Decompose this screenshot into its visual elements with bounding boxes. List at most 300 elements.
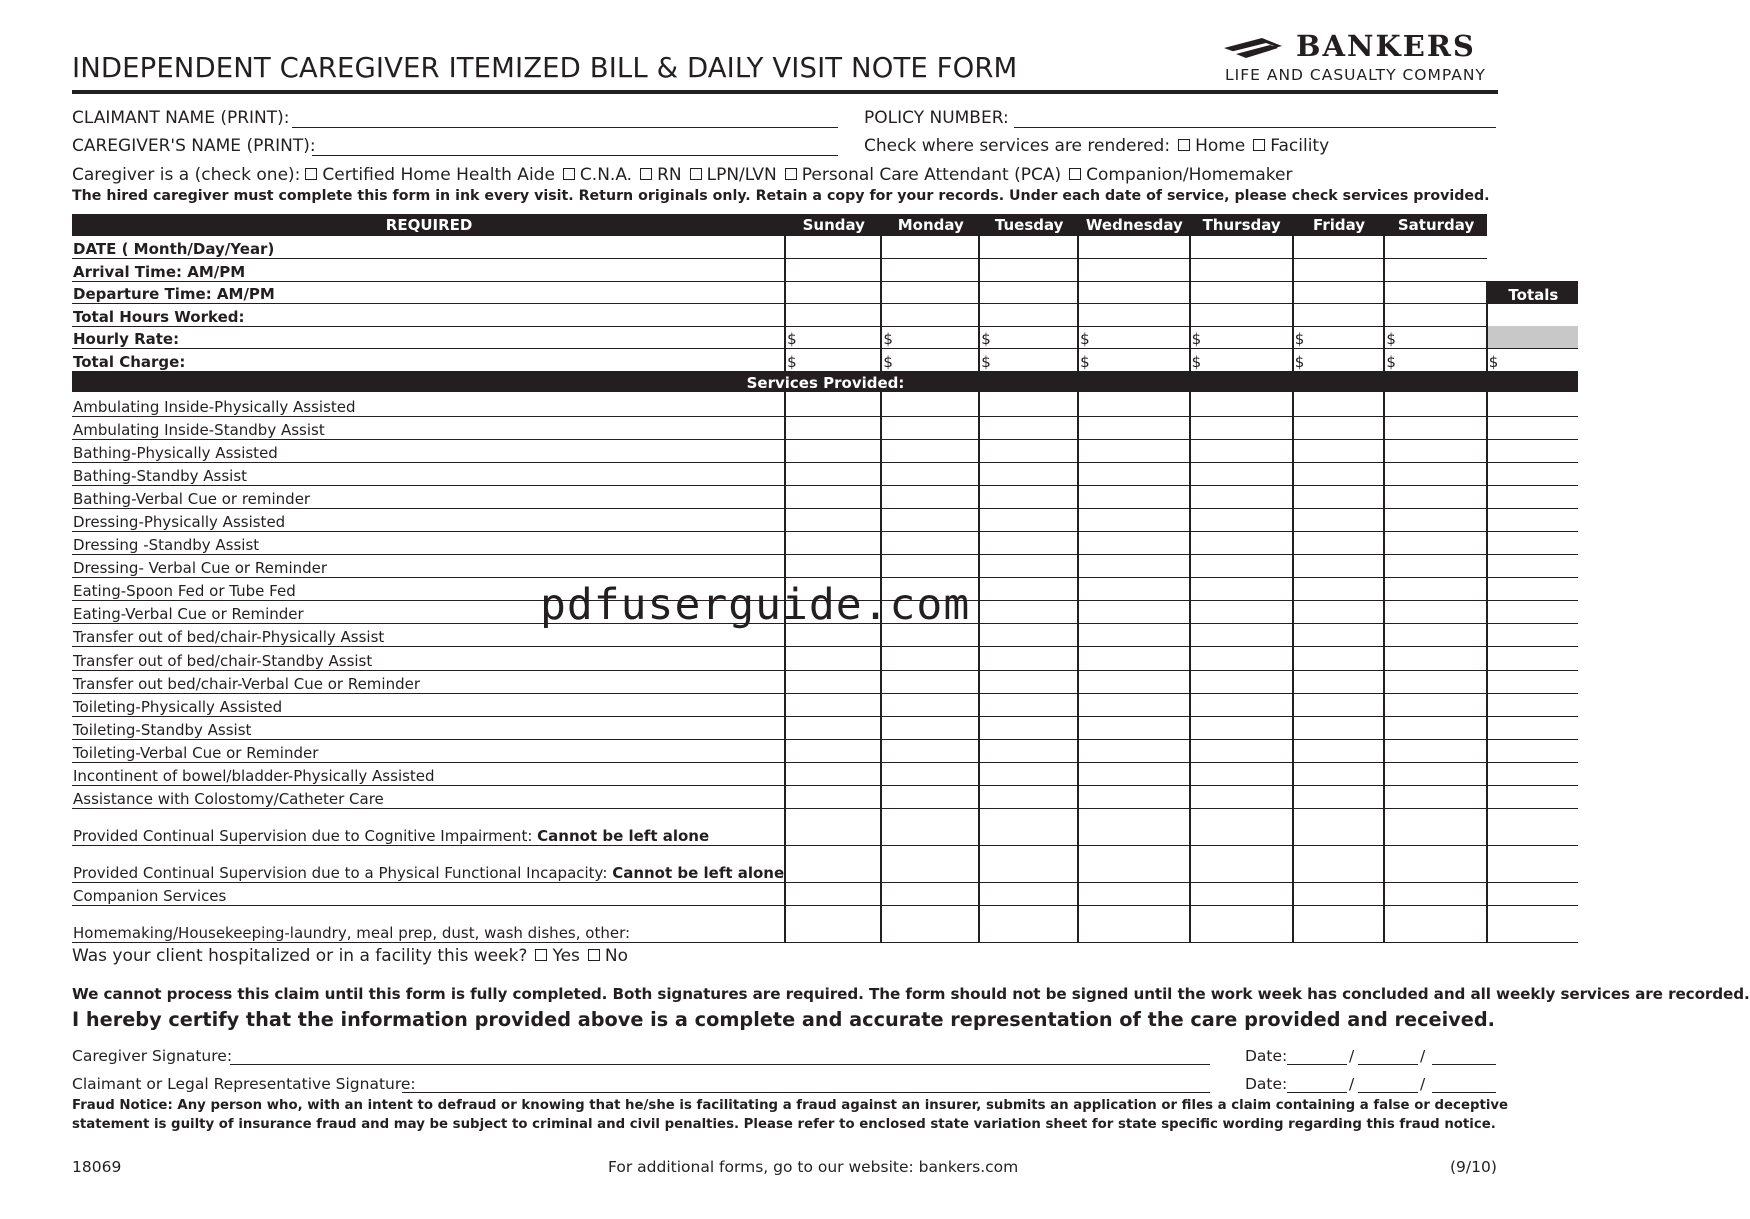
service-check-cell[interactable] (1190, 906, 1293, 943)
service-check-cell[interactable] (1487, 416, 1578, 439)
day-entry-cell[interactable] (1190, 281, 1293, 304)
header-rule (72, 90, 1498, 94)
companion-label: Companion/Homemaker (1086, 165, 1293, 185)
cna-checkbox[interactable] (563, 168, 575, 180)
service-check-cell[interactable] (1293, 762, 1385, 785)
supervision-physical-label: Provided Continual Supervision due to a Physical Functional Incapacity: (73, 864, 608, 883)
service-check-cell[interactable] (785, 762, 881, 785)
pca-checkbox[interactable] (785, 168, 797, 180)
service-check-cell[interactable] (1293, 846, 1385, 883)
service-check-cell[interactable] (979, 906, 1078, 943)
day-entry-cell[interactable] (1078, 281, 1189, 304)
service-check-cell[interactable] (881, 462, 979, 485)
day-entry-cell[interactable]: $ (785, 349, 881, 372)
home-checkbox[interactable] (1178, 139, 1190, 151)
service-check-cell[interactable] (785, 906, 881, 943)
service-row (72, 846, 1578, 883)
service-check-cell[interactable] (881, 809, 979, 846)
service-row (72, 739, 1578, 762)
totals-rate-shaded (1487, 326, 1578, 349)
service-check-cell[interactable] (1293, 601, 1385, 624)
day-entry-cell[interactable]: $ (1078, 349, 1189, 372)
service-check-cell[interactable] (1190, 624, 1293, 647)
service-check-cell[interactable] (1384, 485, 1486, 508)
service-check-cell[interactable] (1293, 670, 1385, 693)
claimant-name-field[interactable] (292, 127, 838, 128)
service-check-cell[interactable] (785, 846, 881, 883)
day-entry-cell[interactable] (1190, 259, 1293, 282)
service-check-cell[interactable] (1078, 485, 1189, 508)
caregiver-name-label: CAREGIVER'S NAME (PRINT): (72, 136, 316, 156)
day-entry-cell[interactable] (1384, 281, 1486, 304)
caregiver-date-day[interactable] (1358, 1064, 1418, 1065)
service-check-cell[interactable] (1078, 846, 1189, 883)
service-check-cell[interactable] (1384, 786, 1486, 809)
service-check-cell[interactable] (785, 809, 881, 846)
service-check-cell[interactable] (1190, 392, 1293, 416)
cannot-be-left-alone: Cannot be left alone (537, 827, 710, 846)
services-rendered-group (864, 136, 1329, 156)
watermark: pdfuserguide.com (540, 580, 971, 630)
service-check-cell[interactable] (979, 531, 1078, 554)
required-row (72, 304, 1578, 327)
service-check-cell[interactable] (1078, 762, 1189, 785)
service-check-cell[interactable] (979, 739, 1078, 762)
required-row-label: Total Charge: (72, 349, 785, 372)
service-check-cell[interactable] (1078, 786, 1189, 809)
required-row-label: Total Hours Worked: (72, 304, 785, 327)
service-check-cell[interactable] (881, 555, 979, 578)
service-check-cell[interactable] (881, 716, 979, 739)
service-check-cell[interactable] (1190, 439, 1293, 462)
hha-checkbox[interactable] (305, 168, 317, 180)
hospitalized-label: Was your client hospitalized or in a facility this week? (72, 946, 528, 966)
day-entry-cell[interactable]: $ (881, 326, 979, 349)
day-header-saturday: Saturday (1384, 214, 1486, 236)
day-entry-cell[interactable] (979, 236, 1078, 259)
itemized-bill-table (72, 214, 1578, 943)
service-check-cell[interactable] (1384, 846, 1486, 883)
service-check-cell[interactable] (1384, 624, 1486, 647)
service-check-cell[interactable] (1487, 670, 1578, 693)
service-check-cell[interactable] (1384, 555, 1486, 578)
service-check-cell[interactable] (979, 693, 1078, 716)
day-entry-cell[interactable] (1384, 259, 1486, 282)
day-entry-cell[interactable] (881, 236, 979, 259)
service-check-cell[interactable] (1190, 846, 1293, 883)
facility-label: Facility (1270, 136, 1330, 156)
service-check-cell[interactable] (1190, 485, 1293, 508)
day-entry-cell[interactable]: $ (1293, 326, 1385, 349)
service-check-cell[interactable] (979, 883, 1078, 906)
day-entry-cell[interactable] (881, 281, 979, 304)
cna-label: C.N.A. (579, 165, 633, 185)
service-check-cell[interactable] (979, 392, 1078, 416)
claimant-name-label: CLAIMANT NAME (PRINT): (72, 108, 290, 128)
service-check-cell[interactable] (1384, 809, 1486, 846)
service-check-cell[interactable] (1078, 647, 1189, 670)
service-label: Dressing- Verbal Cue or Reminder (72, 555, 785, 578)
service-check-cell[interactable] (979, 716, 1078, 739)
service-check-cell[interactable] (979, 462, 1078, 485)
service-check-cell[interactable] (979, 647, 1078, 670)
service-check-cell[interactable] (1487, 601, 1578, 624)
service-check-cell[interactable] (1293, 555, 1385, 578)
service-row (72, 416, 1578, 439)
required-row-label: DATE ( Month/Day/Year) (72, 236, 785, 259)
day-entry-cell[interactable] (1078, 236, 1189, 259)
service-check-cell[interactable] (881, 647, 979, 670)
service-check-cell[interactable] (1487, 485, 1578, 508)
service-check-cell[interactable] (979, 670, 1078, 693)
day-entry-cell[interactable]: $ (1293, 349, 1385, 372)
service-check-cell[interactable] (1293, 906, 1385, 943)
service-check-cell[interactable] (1384, 647, 1486, 670)
service-row (72, 670, 1578, 693)
service-check-cell[interactable] (1190, 762, 1293, 785)
service-check-cell[interactable] (1487, 739, 1578, 762)
service-check-cell[interactable] (1487, 392, 1578, 416)
day-entry-cell[interactable]: $ (881, 349, 979, 372)
service-check-cell[interactable] (881, 416, 979, 439)
day-entry-cell[interactable] (881, 304, 979, 327)
service-label: Bathing-Standby Assist (72, 462, 785, 485)
day-entry-cell[interactable]: $ (1384, 326, 1486, 349)
service-check-cell[interactable] (785, 508, 881, 531)
service-row (72, 786, 1578, 809)
service-check-cell[interactable] (785, 555, 881, 578)
required-row (72, 281, 1578, 304)
service-check-cell[interactable] (881, 786, 979, 809)
service-check-cell[interactable] (881, 392, 979, 416)
service-check-cell[interactable] (1293, 647, 1385, 670)
service-check-cell[interactable] (1293, 716, 1385, 739)
day-entry-cell[interactable]: $ (785, 326, 881, 349)
facility-checkbox[interactable] (1253, 139, 1265, 151)
service-check-cell[interactable] (979, 555, 1078, 578)
service-check-cell[interactable] (1190, 601, 1293, 624)
service-check-cell[interactable] (1190, 786, 1293, 809)
service-check-cell[interactable] (1190, 462, 1293, 485)
service-check-cell[interactable] (979, 846, 1078, 883)
service-check-cell[interactable] (1078, 392, 1189, 416)
service-check-cell[interactable] (1190, 716, 1293, 739)
claimant-date-day[interactable] (1358, 1092, 1418, 1093)
caregiver-name-field[interactable] (312, 155, 838, 156)
totals-blank (1487, 259, 1578, 282)
form-number: 18069 (72, 1158, 122, 1176)
service-label: Transfer out of bed/chair-Standby Assist (72, 647, 785, 670)
service-row (72, 392, 1578, 416)
day-entry-cell[interactable] (1293, 281, 1385, 304)
day-entry-cell[interactable]: $ (979, 326, 1078, 349)
service-check-cell[interactable] (1078, 555, 1189, 578)
service-check-cell[interactable] (785, 670, 881, 693)
cannot-be-left-alone: Cannot be left alone (612, 864, 785, 883)
service-check-cell[interactable] (1078, 906, 1189, 943)
service-check-cell[interactable] (1384, 601, 1486, 624)
service-check-cell[interactable] (1293, 578, 1385, 601)
service-label: Transfer out of bed/chair-Physically Assist (72, 624, 785, 647)
service-check-cell[interactable] (1078, 439, 1189, 462)
service-check-cell[interactable] (1078, 883, 1189, 906)
service-check-cell[interactable] (1190, 670, 1293, 693)
service-check-cell[interactable] (1190, 739, 1293, 762)
service-check-cell[interactable] (1190, 416, 1293, 439)
service-check-cell[interactable] (1487, 786, 1578, 809)
day-entry-cell[interactable] (1078, 259, 1189, 282)
day-entry-cell[interactable] (1190, 304, 1293, 327)
service-check-cell[interactable] (1487, 846, 1578, 883)
service-check-cell[interactable] (1487, 762, 1578, 785)
service-check-cell[interactable] (785, 416, 881, 439)
service-check-cell[interactable] (1384, 462, 1486, 485)
service-check-cell[interactable] (1487, 883, 1578, 906)
day-entry-cell[interactable] (1293, 236, 1385, 259)
service-check-cell[interactable] (1190, 555, 1293, 578)
service-label: Eating-Spoon Fed or Tube Fed (72, 578, 785, 601)
day-entry-cell[interactable]: $ (1190, 326, 1293, 349)
day-entry-cell[interactable] (979, 304, 1078, 327)
service-check-cell[interactable] (785, 462, 881, 485)
service-check-cell[interactable] (1384, 693, 1486, 716)
service-check-cell[interactable] (1078, 531, 1189, 554)
service-check-cell[interactable] (979, 762, 1078, 785)
day-entry-cell[interactable] (881, 259, 979, 282)
service-label: Assistance with Colostomy/Catheter Care (72, 786, 785, 809)
totals-header: Totals (1487, 281, 1578, 304)
claimant-signature-field[interactable] (402, 1092, 1210, 1093)
service-check-cell[interactable] (1487, 531, 1578, 554)
day-entry-cell[interactable] (1384, 304, 1486, 327)
claimant-date-label: Date: (1245, 1075, 1288, 1093)
service-check-cell[interactable] (1384, 883, 1486, 906)
day-entry-cell[interactable]: $ (979, 349, 1078, 372)
service-label: Bathing-Physically Assisted (72, 439, 785, 462)
service-check-cell[interactable] (979, 416, 1078, 439)
day-entry-cell[interactable] (1293, 304, 1385, 327)
service-check-cell[interactable] (1078, 578, 1189, 601)
service-check-cell[interactable] (881, 508, 979, 531)
required-row-label: Arrival Time: AM/PM (72, 259, 785, 282)
service-check-cell[interactable] (881, 762, 979, 785)
service-check-cell[interactable] (881, 439, 979, 462)
service-row (72, 693, 1578, 716)
service-check-cell[interactable] (1190, 809, 1293, 846)
service-check-cell[interactable] (881, 883, 979, 906)
lpn-label: LPN/LVN (706, 165, 777, 185)
day-entry-cell[interactable] (785, 304, 881, 327)
service-check-cell[interactable] (979, 786, 1078, 809)
required-row (72, 236, 1578, 259)
required-header: REQUIRED (72, 214, 785, 236)
service-label: Homemaking/Housekeeping-laundry, meal prep, dust, wash dishes, other: (72, 906, 785, 943)
service-check-cell[interactable] (979, 508, 1078, 531)
logo-subtitle: LIFE AND CASUALTY COMPANY (1225, 66, 1486, 84)
service-check-cell[interactable] (979, 439, 1078, 462)
day-entry-cell[interactable]: $ (1078, 326, 1189, 349)
no-label: No (604, 946, 629, 966)
day-entry-cell[interactable] (1384, 236, 1486, 259)
service-check-cell[interactable] (1293, 439, 1385, 462)
service-check-cell[interactable] (1293, 739, 1385, 762)
service-check-cell[interactable] (881, 906, 979, 943)
day-entry-cell[interactable] (979, 259, 1078, 282)
service-row (72, 716, 1578, 739)
day-entry-cell[interactable] (1078, 304, 1189, 327)
website-note: For additional forms, go to our website: bankers.com (608, 1158, 1019, 1176)
service-check-cell[interactable] (1293, 624, 1385, 647)
service-check-cell[interactable] (1384, 531, 1486, 554)
service-check-cell[interactable] (1190, 508, 1293, 531)
day-entry-cell[interactable] (785, 259, 881, 282)
service-check-cell[interactable] (1487, 647, 1578, 670)
service-check-cell[interactable] (1487, 578, 1578, 601)
service-check-cell[interactable] (979, 485, 1078, 508)
service-check-cell[interactable] (1078, 508, 1189, 531)
service-check-cell[interactable] (785, 531, 881, 554)
required-row (72, 259, 1578, 282)
service-check-cell[interactable] (1078, 416, 1189, 439)
service-check-cell[interactable] (785, 786, 881, 809)
service-check-cell[interactable] (1078, 462, 1189, 485)
service-label: Ambulating Inside-Standby Assist (72, 416, 785, 439)
caregiver-date-year[interactable] (1432, 1064, 1496, 1065)
service-label: Dressing-Physically Assisted (72, 508, 785, 531)
service-check-cell[interactable] (881, 739, 979, 762)
service-check-cell[interactable] (1293, 392, 1385, 416)
caregiver-date-month[interactable] (1287, 1064, 1347, 1065)
caregiver-signature-field[interactable] (230, 1064, 1210, 1065)
yes-checkbox[interactable] (535, 949, 547, 961)
claimant-date-month[interactable] (1287, 1092, 1347, 1093)
service-check-cell[interactable] (1293, 809, 1385, 846)
no-checkbox[interactable] (588, 949, 600, 961)
service-check-cell[interactable] (785, 716, 881, 739)
service-check-cell[interactable] (785, 392, 881, 416)
services-header: Services Provided: (72, 371, 1578, 392)
supervision-cognitive-label: Provided Continual Supervision due to Cognitive Impairment: (73, 827, 533, 846)
day-entry-cell[interactable]: $ (1190, 349, 1293, 372)
day-entry-cell[interactable]: $ (1384, 349, 1486, 372)
caregiver-type-group (72, 165, 1292, 185)
service-check-cell[interactable] (881, 670, 979, 693)
rn-checkbox[interactable] (640, 168, 652, 180)
service-check-cell[interactable] (1293, 416, 1385, 439)
service-check-cell[interactable] (1078, 716, 1189, 739)
service-check-cell[interactable] (1078, 739, 1189, 762)
service-check-cell[interactable] (1487, 508, 1578, 531)
service-check-cell[interactable] (1487, 624, 1578, 647)
service-check-cell[interactable] (1190, 883, 1293, 906)
service-check-cell[interactable] (1384, 906, 1486, 943)
service-check-cell[interactable] (1078, 670, 1189, 693)
day-header-friday: Friday (1293, 214, 1385, 236)
service-check-cell[interactable] (1293, 531, 1385, 554)
service-check-cell[interactable] (1293, 485, 1385, 508)
day-header-thursday: Thursday (1190, 214, 1293, 236)
day-entry-cell[interactable] (785, 236, 881, 259)
companion-checkbox[interactable] (1069, 168, 1081, 180)
day-entry-cell[interactable] (785, 281, 881, 304)
service-check-cell[interactable] (1487, 462, 1578, 485)
service-check-cell[interactable] (1293, 693, 1385, 716)
day-header-sunday: Sunday (785, 214, 881, 236)
service-check-cell[interactable] (785, 693, 881, 716)
service-check-cell[interactable] (1078, 693, 1189, 716)
day-entry-cell[interactable] (1190, 236, 1293, 259)
yes-label: Yes (552, 946, 580, 966)
service-check-cell[interactable] (881, 846, 979, 883)
service-check-cell[interactable] (1487, 906, 1578, 943)
table-header-row (72, 214, 1578, 236)
service-check-cell[interactable] (979, 578, 1078, 601)
service-check-cell[interactable] (1487, 693, 1578, 716)
service-check-cell[interactable] (1384, 439, 1486, 462)
required-row (72, 326, 1578, 349)
service-check-cell[interactable] (1384, 739, 1486, 762)
day-header-tuesday: Tuesday (979, 214, 1078, 236)
service-check-cell[interactable] (785, 739, 881, 762)
service-check-cell[interactable] (1293, 508, 1385, 531)
service-check-cell[interactable] (1487, 439, 1578, 462)
service-check-cell[interactable] (785, 883, 881, 906)
policy-number-field[interactable] (1014, 127, 1496, 128)
required-row-label: Hourly Rate: (72, 326, 785, 349)
claimant-date-year[interactable] (1432, 1092, 1496, 1093)
service-check-cell[interactable] (979, 601, 1078, 624)
service-row (72, 883, 1578, 906)
service-check-cell[interactable] (1293, 462, 1385, 485)
services-header-row (72, 371, 1578, 392)
service-check-cell[interactable] (785, 439, 881, 462)
service-check-cell[interactable] (881, 693, 979, 716)
service-check-cell[interactable] (1384, 416, 1486, 439)
service-check-cell[interactable] (1384, 670, 1486, 693)
service-check-cell[interactable] (979, 809, 1078, 846)
service-check-cell[interactable] (1384, 392, 1486, 416)
day-entry-cell[interactable] (979, 281, 1078, 304)
service-label: Incontinent of bowel/bladder-Physically Assisted (72, 762, 785, 785)
total-charge-cell[interactable]: $ (1487, 349, 1578, 372)
service-check-cell[interactable] (1190, 531, 1293, 554)
lpn-checkbox[interactable] (690, 168, 702, 180)
service-check-cell[interactable] (785, 647, 881, 670)
service-check-cell[interactable] (1078, 601, 1189, 624)
service-check-cell[interactable] (1487, 555, 1578, 578)
service-check-cell[interactable] (1190, 647, 1293, 670)
service-check-cell[interactable] (1487, 716, 1578, 739)
service-check-cell[interactable] (785, 485, 881, 508)
day-entry-cell[interactable] (1293, 259, 1385, 282)
service-check-cell[interactable] (1487, 809, 1578, 846)
date-slash: / (1349, 1075, 1355, 1093)
service-check-cell[interactable] (881, 531, 979, 554)
service-check-cell[interactable] (1078, 809, 1189, 846)
service-check-cell[interactable] (881, 485, 979, 508)
service-check-cell[interactable] (1384, 578, 1486, 601)
service-check-cell[interactable] (1078, 624, 1189, 647)
service-check-cell[interactable] (1190, 578, 1293, 601)
service-check-cell[interactable] (1190, 693, 1293, 716)
service-check-cell[interactable] (1293, 786, 1385, 809)
service-check-cell[interactable] (1293, 883, 1385, 906)
service-check-cell[interactable] (1384, 762, 1486, 785)
services-rendered-label: Check where services are rendered: (864, 136, 1171, 156)
service-check-cell[interactable] (1384, 716, 1486, 739)
service-check-cell[interactable] (979, 624, 1078, 647)
service-check-cell[interactable] (1384, 508, 1486, 531)
